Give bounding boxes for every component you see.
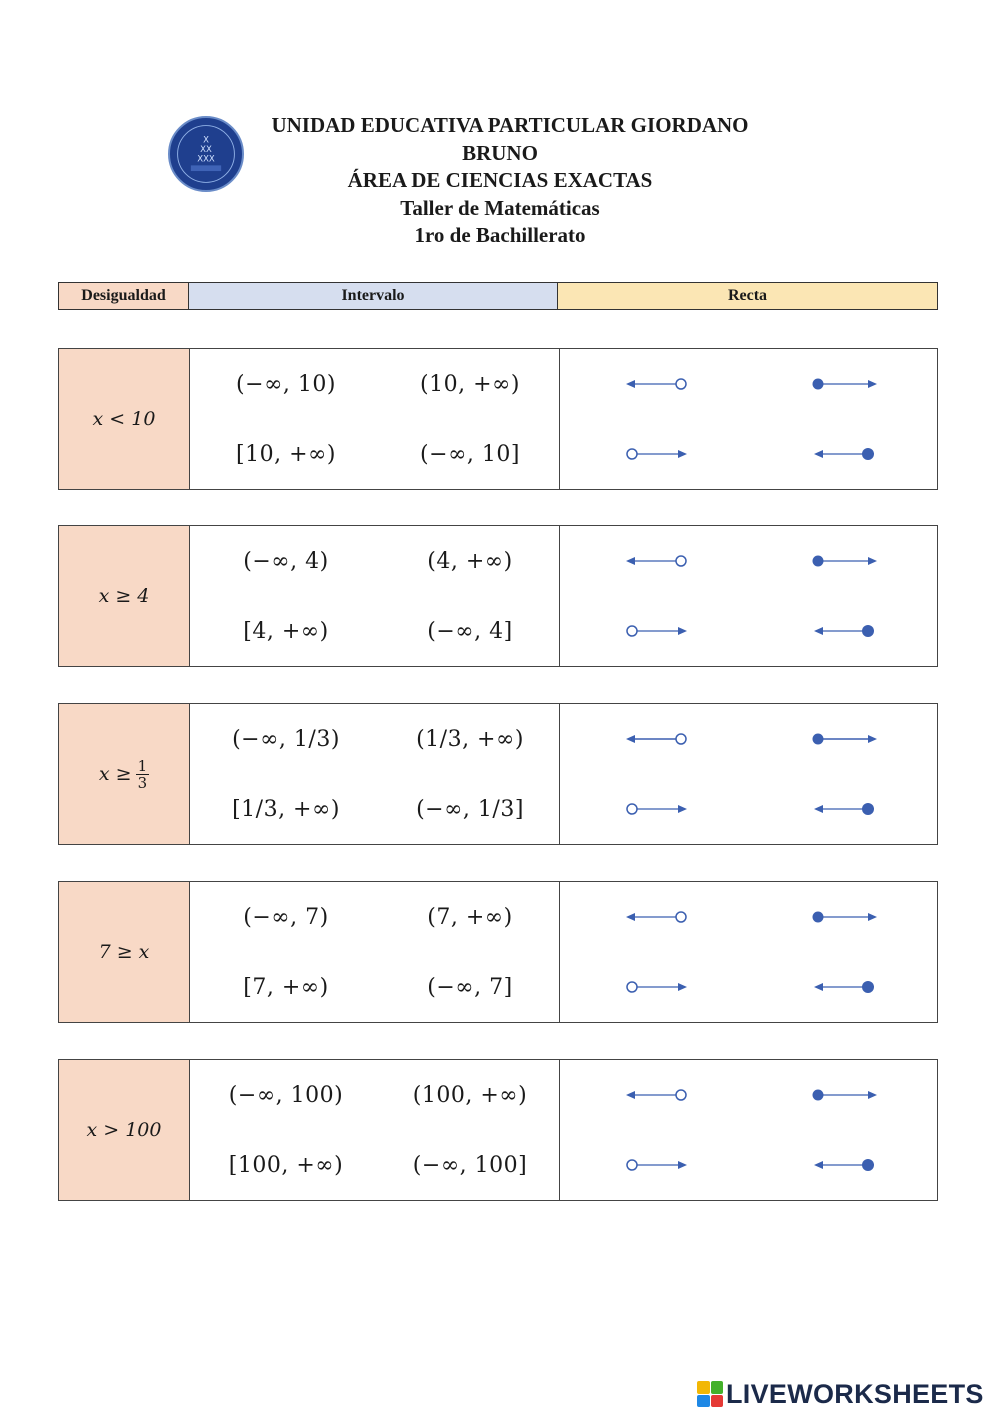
interval-option[interactable]: [7, +∞) <box>243 974 329 1000</box>
header-line: Recta <box>558 283 937 309</box>
interval-option[interactable]: (10, +∞) <box>420 371 520 397</box>
school-name-cont: BRUNO <box>462 140 538 165</box>
liveworksheets-logo-icon <box>697 1381 723 1407</box>
left-arrow-filled-dot-icon[interactable] <box>812 1155 882 1175</box>
interval-option[interactable]: (7, +∞) <box>427 904 513 930</box>
left-arrow-filled-dot-icon[interactable] <box>812 444 882 464</box>
svg-text:X: X <box>203 135 209 146</box>
interval-option[interactable]: [10, +∞) <box>236 441 336 467</box>
svg-text:XXX: XXX <box>197 154 215 165</box>
svg-text:XX: XX <box>200 145 212 156</box>
open-dot-right-arrow-icon[interactable] <box>624 799 694 819</box>
inequality-cell: x < 10 <box>59 349 190 489</box>
interval-options <box>190 882 560 1022</box>
interval-option[interactable]: (1/3, +∞) <box>416 726 524 752</box>
header-interval: Intervalo <box>189 283 558 309</box>
interval-options <box>190 526 560 666</box>
inequality-cell <box>59 704 190 844</box>
left-arrow-open-dot-icon[interactable] <box>624 729 694 749</box>
area-title: ÁREA DE CIENCIAS EXACTAS <box>347 168 653 192</box>
filled-dot-right-arrow-icon[interactable] <box>810 907 880 927</box>
interval-option[interactable]: (−∞, 1/3) <box>232 726 340 752</box>
interval-option[interactable]: (−∞, 7) <box>243 904 329 930</box>
fraction-denominator: 3 <box>137 773 148 792</box>
number-line-options <box>560 349 937 489</box>
liveworksheets-brand <box>697 1378 984 1410</box>
filled-dot-right-arrow-icon[interactable] <box>810 374 880 394</box>
filled-dot-right-arrow-icon[interactable] <box>810 729 880 749</box>
inequality-cell: x ≥ 4 <box>59 526 190 666</box>
interval-option[interactable]: (100, +∞) <box>412 1082 528 1108</box>
number-line-options <box>560 1060 937 1200</box>
interval-option[interactable]: (−∞, 4) <box>243 548 329 574</box>
interval-option[interactable]: (4, +∞) <box>427 548 513 574</box>
open-dot-right-arrow-icon[interactable] <box>624 977 694 997</box>
interval-option[interactable]: [1/3, +∞) <box>232 796 340 822</box>
school-name: UNIDAD EDUCATIVA PARTICULAR GIORDANO <box>271 113 749 137</box>
open-dot-right-arrow-icon[interactable] <box>624 444 694 464</box>
header-inequality: Desigualdad <box>59 283 189 309</box>
interval-option[interactable]: (−∞, 100] <box>412 1152 528 1178</box>
interval-option[interactable]: [100, +∞) <box>228 1152 344 1178</box>
interval-option[interactable]: (−∞, 4] <box>427 618 513 644</box>
workshop-title: Taller de Matemáticas <box>400 195 600 220</box>
interval-option[interactable]: (−∞, 10] <box>420 441 520 467</box>
left-arrow-open-dot-icon[interactable] <box>624 551 694 571</box>
number-line-options <box>560 704 937 844</box>
interval-options <box>190 704 560 844</box>
interval-options <box>190 349 560 489</box>
inequality-prefix: x ≥ <box>98 763 132 785</box>
interval-option[interactable]: (−∞, 7] <box>427 974 513 1000</box>
exercise-row <box>58 348 938 490</box>
left-arrow-filled-dot-icon[interactable] <box>812 799 882 819</box>
exercise-row <box>58 1059 938 1201</box>
open-dot-right-arrow-icon[interactable] <box>624 621 694 641</box>
document-header <box>0 112 1000 250</box>
column-headers <box>58 282 938 310</box>
interval-option[interactable]: [4, +∞) <box>243 618 329 644</box>
interval-option[interactable]: (−∞, 100) <box>228 1082 344 1108</box>
number-line-options <box>560 526 937 666</box>
fraction-numerator: 1 <box>137 756 148 775</box>
fraction <box>136 758 150 791</box>
number-line-options <box>560 882 937 1022</box>
left-arrow-filled-dot-icon[interactable] <box>812 977 882 997</box>
brand-text: LIVEWORKSHEETS <box>726 1378 984 1409</box>
interval-option[interactable]: (−∞, 1/3] <box>416 796 524 822</box>
left-arrow-open-dot-icon[interactable] <box>624 907 694 927</box>
filled-dot-right-arrow-icon[interactable] <box>810 1085 880 1105</box>
interval-option[interactable]: (−∞, 10) <box>236 371 336 397</box>
inequality-cell: 7 ≥ x <box>59 882 190 1022</box>
filled-dot-right-arrow-icon[interactable] <box>810 551 880 571</box>
inequality-cell: x > 100 <box>59 1060 190 1200</box>
left-arrow-open-dot-icon[interactable] <box>624 374 694 394</box>
open-dot-right-arrow-icon[interactable] <box>624 1155 694 1175</box>
exercise-row <box>58 703 938 845</box>
left-arrow-open-dot-icon[interactable] <box>624 1085 694 1105</box>
exercise-row <box>58 881 938 1023</box>
exercise-row <box>58 525 938 667</box>
left-arrow-filled-dot-icon[interactable] <box>812 621 882 641</box>
grade-level: 1ro de Bachillerato <box>414 223 586 247</box>
interval-options <box>190 1060 560 1200</box>
